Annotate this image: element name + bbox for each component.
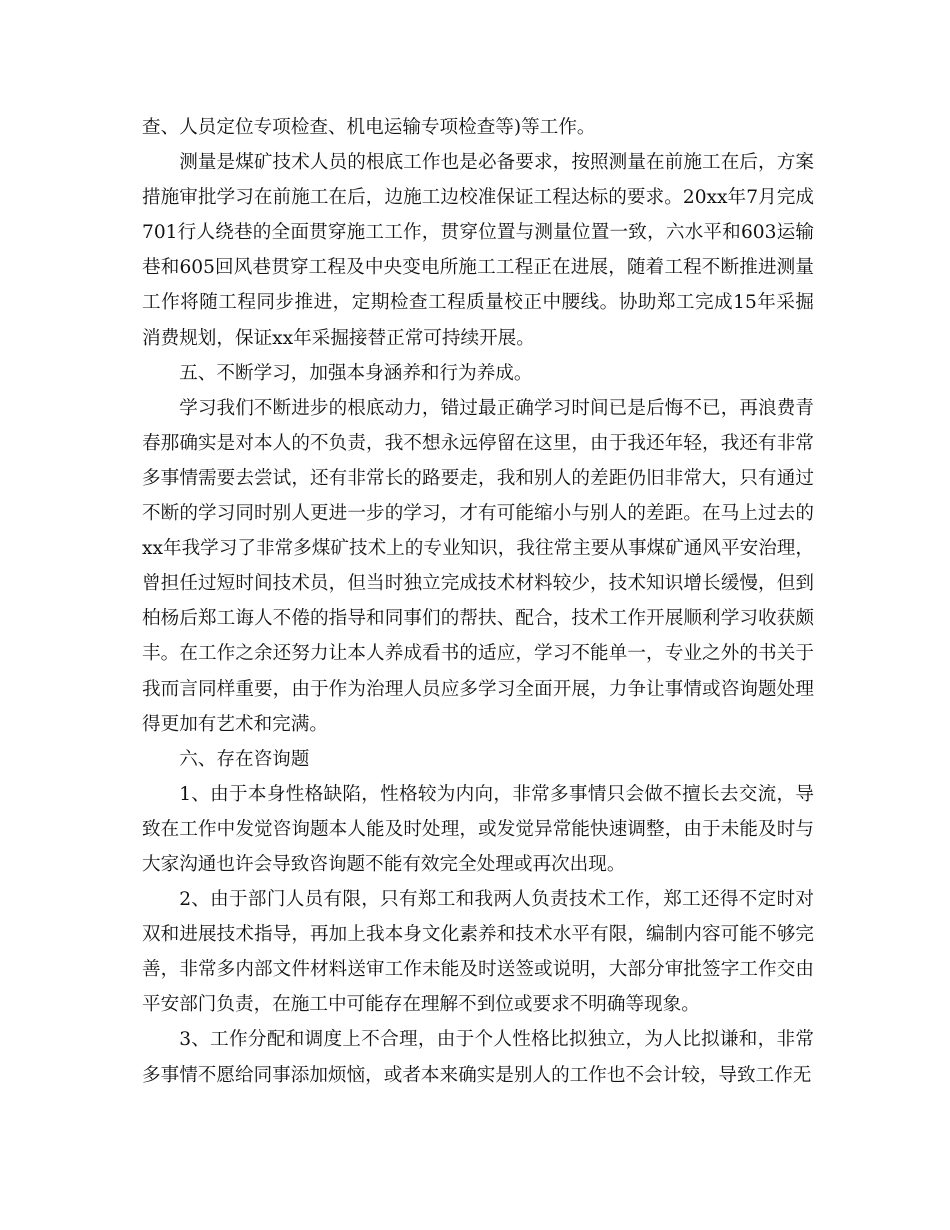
section-heading-6: 六、存在咨询题 (179, 748, 310, 770)
paragraph-2: 测量是煤矿技术人员的根底工作也是必备要求，按照测量在前施工在后，方案措施审批学习在前施工在后，边施工边校准保证工程达标的要求。20xx年7月完成701行人绕巷的全面贯穿施工工作，贯穿位置与测量位置一致，六水平和603运输巷和605回风巷贯穿工程及中央变电所施工工程正在进展，随着工程不断推进测量工作将随工程同步推进，定期检查工程质量校正中腰线。协助郑工完成15年采掘消费规划，保证xx年采掘接替正常可持续开展。 (142, 152, 814, 349)
section-heading-5: 五、不断学习，加强本身涵养和行为养成。 (179, 362, 533, 384)
issue-item-2: 2、由于部门人员有限，只有郑工和我两人负责技术工作，郑工还得不定时对双和进展技术指导，再加上我本身文化素养和技术水平有限，编制内容可能不够完善，非常多内部文件材料送审工作未能及时送签或说明，大部分审批签字工作交由平安部门负责，在施工中可能存在理解不到位或要求不明确等现象。 (142, 889, 814, 1016)
paragraph-4: 学习我们不断进步的根底动力，错过最正确学习时间已是后悔不已，再浪费青春那确实是对本人的不负责，我不想永远停留在这里，由于我还年轻，我还有非常多事情需要去尝试，还有非常长的路要走，我和别人的差距仍旧非常大，只有通过不断的学习同时别人更进一步的学习，才有可能缩小与别人的差距。在马上过去的xx年我学习了非常多煤矿技术上的专业知识，我往常主要从事煤矿通风平安治理，曾担任过短时间技术员，但当时独立完成技术材料较少，技术知识增长缓慢，但到柏杨后郑工诲人不倦的指导和同事们的帮扶、配合，技术工作开展顺利学习收获颇丰。在工作之余还努力让本人养成看书的适应，学习不能单一，专业之外的书关于我而言同样重要，由于作为治理人员应多学习全面开展，力争让事情或咨询题处理得更加有艺术和完满。 (142, 397, 814, 735)
issue-item-1: 1、由于本身性格缺陷，性格较为内向，非常多事情只会做不擅长去交流，导致在工作中发觉咨询题本人能及时处理，或发觉异常能快速调整，由于未能及时与大家沟通也许会导致咨询题不能有效完全处理或再次出现。 (142, 783, 814, 875)
document-body (142, 110, 814, 1093)
paragraph-1: 查、人员定位专项检查、机电运输专项检查等)等工作。 (142, 117, 596, 138)
issue-item-3: 3、工作分配和调度上不合理，由于个人性格比拟独立，为人比拟谦和，非常多事情不愿给同事添加烦恼，或者本来确实是别人的工作也不会计较，导致工作无 (142, 1029, 814, 1086)
